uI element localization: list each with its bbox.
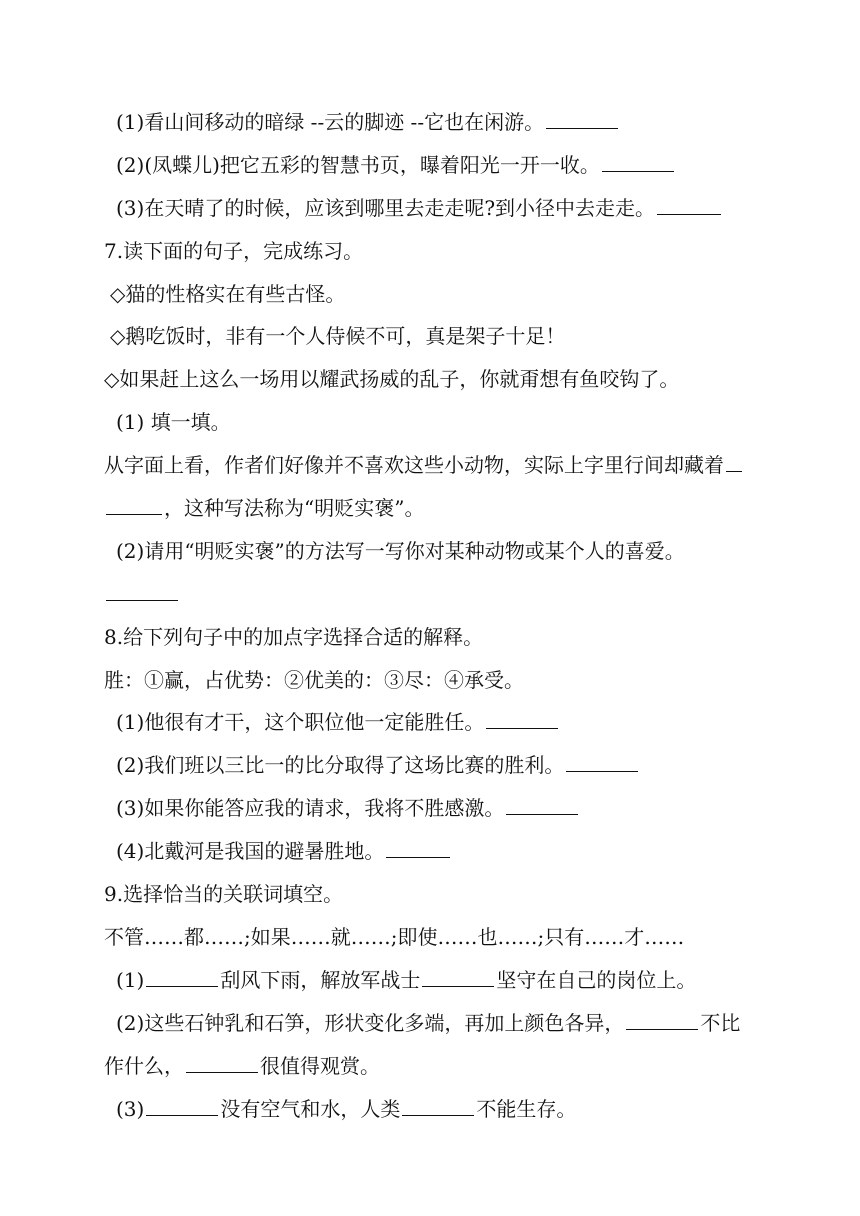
q7-sub1-text-b: [104, 494, 424, 522]
q9-options: 不管……都……;如果……就……;即使……也……;只有……才……: [104, 925, 685, 949]
answer-blank[interactable]: [546, 108, 618, 129]
answer-blank[interactable]: [146, 1095, 218, 1116]
q7-sentence-2: ◇鹅吃饭时，非有一个人侍候不可，真是架子十足！: [110, 324, 566, 348]
q7-sub1-text-a: [104, 451, 744, 479]
q9-item-3-a: (3): [116, 1097, 145, 1121]
q9-item-2-c: 作什么，: [104, 1054, 184, 1078]
q8-item-4-text: (4)北戴河是我国的避暑胜地。: [116, 839, 385, 863]
q6-item-3: [116, 194, 723, 222]
answer-blank[interactable]: [657, 194, 721, 215]
q8-item-2-text: (2)我们班以三比一的比分取得了这场比赛的胜利。: [116, 753, 565, 777]
q7-title: 7.读下面的句子，完成练习。: [104, 239, 364, 263]
answer-blank[interactable]: [106, 494, 162, 515]
q8-item-1-text: (1)他很有才干，这个职位他一定能胜任。: [116, 710, 485, 734]
q8-item-1: [116, 708, 560, 736]
answer-blank[interactable]: [146, 966, 218, 987]
q9-item-2-d: 很值得观赏。: [260, 1054, 380, 1078]
q8-definitions: 胜：①赢，占优势：②优美的：③尽：④承受。: [104, 668, 524, 692]
q8-item-4: [116, 837, 452, 865]
answer-blank[interactable]: [422, 966, 494, 987]
q7-sub2-answer-line: [104, 580, 180, 608]
q9-item-3-b: 没有空气和水，人类: [220, 1097, 401, 1121]
q7-sub1-label: (1) 填一填。: [116, 410, 231, 434]
q8-title: 8.给下列句子中的加点字选择合适的解释。: [104, 625, 484, 649]
q7-sub1-text-a-span: 从字面上看，作者们好像并不喜欢这些小动物，实际上字里行间却藏着: [104, 453, 724, 477]
q9-item-2-b: 不比: [700, 1011, 741, 1035]
q9-item-1-c: 坚守在自己的岗位上。: [496, 968, 697, 992]
q7-sentence-3: ◇如果赶上这么一场用以耀武扬威的乱子，你就甭想有鱼咬钩了。: [104, 367, 680, 391]
answer-blank[interactable]: [506, 794, 578, 815]
q6-item-3-text: (3)在天晴了的时候，应该到哪里去走走呢?到小径中去走走。: [116, 196, 656, 220]
q9-item-2-line-1: [116, 1009, 740, 1037]
answer-blank[interactable]: [386, 837, 450, 858]
answer-blank[interactable]: [106, 580, 178, 601]
answer-blank[interactable]: [486, 708, 558, 729]
q8-item-3: [116, 794, 580, 822]
answer-blank[interactable]: [602, 151, 674, 172]
answer-blank[interactable]: [402, 1095, 474, 1116]
q8-item-2: [116, 751, 640, 779]
q8-item-3-text: (3)如果你能答应我的请求，我将不胜感激。: [116, 796, 505, 820]
q9-item-3: [116, 1095, 576, 1123]
q9-item-2-line-2: [104, 1052, 380, 1080]
q9-item-2-a: (2)这些石钟乳和石笋，形状变化多端，再加上颜色各异，: [116, 1011, 625, 1035]
q9-item-1-b: 刮风下雨，解放军战士: [220, 968, 421, 992]
q9-item-1: [116, 966, 696, 994]
q9-item-1-a: (1): [116, 968, 145, 992]
q9-item-3-c: 不能生存。: [476, 1097, 577, 1121]
answer-blank[interactable]: [566, 751, 638, 772]
answer-blank[interactable]: [186, 1052, 258, 1073]
q6-item-2: [116, 151, 676, 179]
answer-blank[interactable]: [626, 1009, 698, 1030]
q7-sub2-label: (2)请用“明贬实褒”的方法写一写你对某种动物或某个人的喜爱。: [116, 539, 685, 563]
q7-sub1-text-b-span: ，这种写法称为“明贬实褒”。: [164, 496, 425, 520]
q9-title: 9.选择恰当的关联词填空。: [104, 882, 344, 906]
q6-item-2-text: (2)(凤蝶儿)把它五彩的智慧书页，曝着阳光一开一收。: [116, 153, 600, 177]
q6-item-1-text: (1)看山间移动的暗绿 --云的脚迹 --它也在闲游。: [116, 110, 545, 134]
answer-blank[interactable]: [726, 451, 742, 472]
q6-item-1: [116, 108, 620, 136]
q7-sentence-1: ◇猫的性格实在有些古怪。: [110, 282, 346, 306]
